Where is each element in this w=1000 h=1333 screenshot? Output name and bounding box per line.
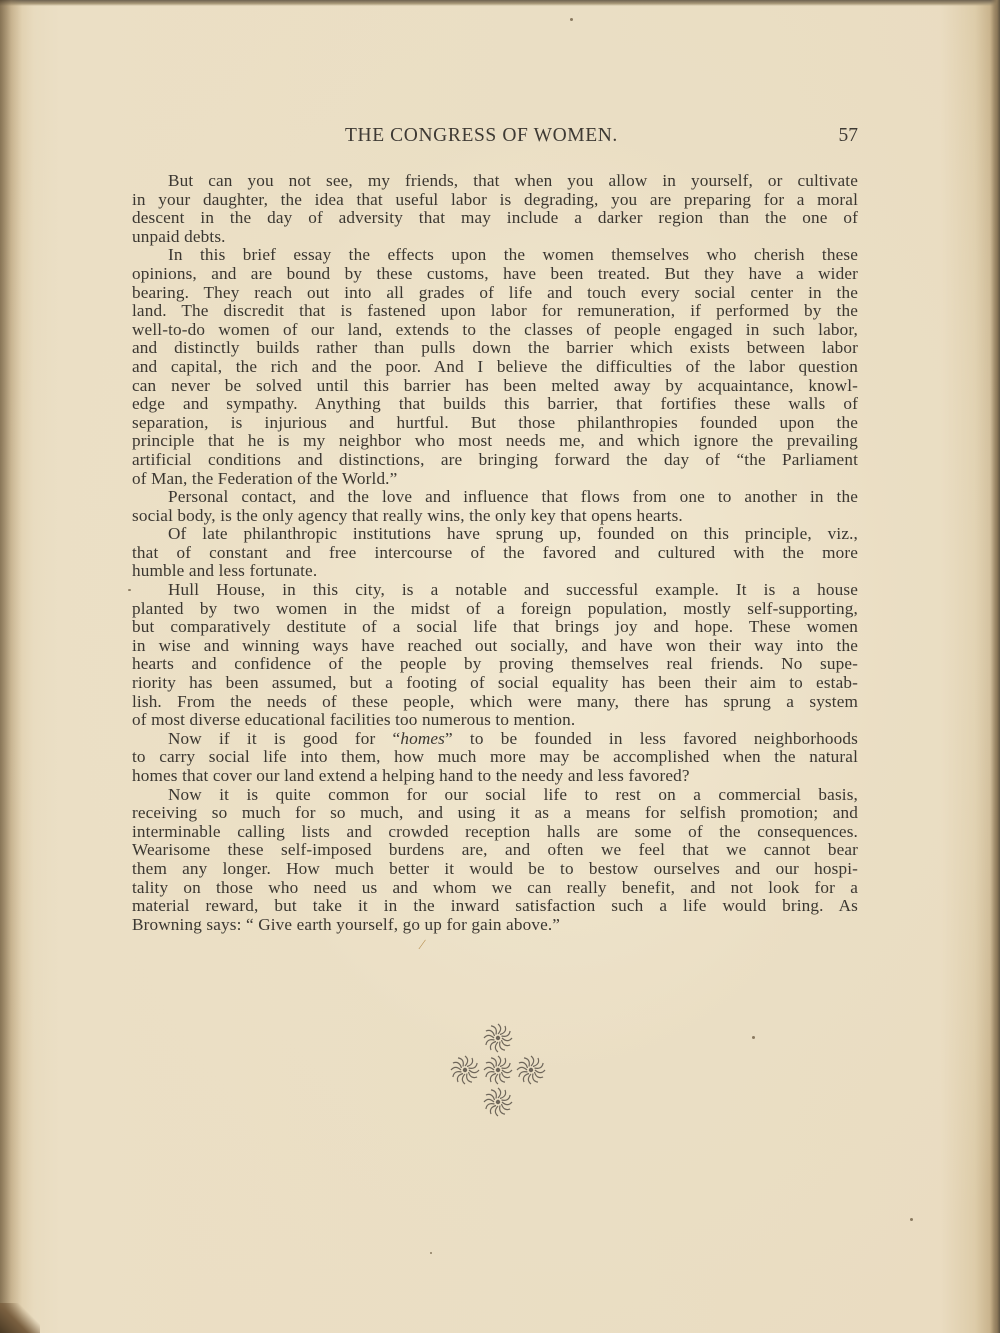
text-line: In this brief essay the effects upon the women themselves who cherish these xyxy=(168,245,858,265)
rosette-icon xyxy=(451,1056,479,1084)
text-line: separation, is injurious and hurtful. But those philanthropies founded upon the xyxy=(132,412,858,432)
pencil-tick-mark: ∕ xyxy=(421,938,424,953)
text-line: Browning says: “ Give earth yourself, go up for gain above.” xyxy=(132,914,561,934)
text-line: of Man, the Federation of the World.” xyxy=(132,468,398,488)
rosette-icon xyxy=(484,1088,512,1116)
ornament-svg xyxy=(448,1018,550,1122)
text-line: in your daughter, the idea that useful labor is degrading, you are preparing for a moral xyxy=(132,189,858,209)
text-line: Personal contact, and the love and influence that flows from one to another in the xyxy=(168,487,858,507)
text-line: descent in the day of adversity that may include a darker region than the one of xyxy=(132,208,858,228)
paper-speck xyxy=(752,1036,755,1039)
text-line: land. The discredit that is fastened upon labor for remuneration, if performed by the xyxy=(132,301,858,321)
text-line: riority has been assumed, but a footing of social equality has been their aim to estab- xyxy=(132,673,858,693)
text-line: interminable calling lists and crowded reception halls are some of the consequences. xyxy=(132,821,858,841)
text-line: But can you not see, my friends, that when you allow in yourself, or cultivate xyxy=(168,171,858,190)
text-line: principle that he is my neighbor who most needs me, and which ignore the prevailing xyxy=(132,431,858,451)
text-line: bearing. They reach out into all grades of life and touch every social center in the xyxy=(132,282,858,302)
paper-speck xyxy=(570,18,573,21)
text-line: planted by two women in the midst of a foreign population, mostly self-supporting, xyxy=(132,598,858,618)
rosette-icon xyxy=(484,1056,512,1084)
body-text xyxy=(132,172,858,934)
binding-gutter xyxy=(0,0,22,1333)
text-line: and capital, the rich and the poor. And I believe the difficulties of the labor question xyxy=(132,356,858,376)
page-right-edge xyxy=(990,0,1000,1333)
paper-speck xyxy=(430,1252,432,1254)
running-head xyxy=(132,125,858,149)
text-line: to carry social life into them, how much more may be accomplished when the natural xyxy=(132,747,858,767)
text-line: lish. From the needs of these people, which were many, there has sprung a system xyxy=(132,691,858,711)
text-line: and distinctly builds rather than pulls down the barrier which exists between labor xyxy=(132,338,858,358)
paper-speck xyxy=(910,1218,913,1221)
rosette-icon xyxy=(517,1056,545,1084)
text-line: tality on those who need us and whom we can really benefit, and not look for a xyxy=(132,877,858,897)
text-line: of most diverse educational facilities too numerous to mention. xyxy=(132,710,576,730)
homes-italic: homes xyxy=(400,728,446,748)
binding-corner xyxy=(0,1303,40,1333)
rosette-icon xyxy=(484,1024,512,1052)
homes-after: ” to be founded in less favored neighborhoods xyxy=(445,728,858,748)
text-line: Now it is quite common for our social life to rest on a commercial basis, xyxy=(168,784,858,804)
paper-speck xyxy=(128,589,131,591)
text-line: humble and less fortunate. xyxy=(132,561,318,581)
text-line: artificial conditions and distinctions, are bringing forward the day of “the Parliament xyxy=(132,449,858,469)
text-line: homes that cover our land extend a helping hand to the needy and less favored? xyxy=(132,766,690,785)
text-line: Wearisome these self-imposed burdens are, and often we feel that we cannot bear xyxy=(132,840,858,860)
text-line: that of constant and free intercourse of the favored and cultured with the more xyxy=(132,542,858,562)
text-line: but comparatively destitute of a social life that brings joy and hope. These women xyxy=(132,617,858,637)
text-line-homes xyxy=(132,730,858,749)
homes-before: Now if it is good for “ xyxy=(168,728,401,748)
text-line: can never be solved until this barrier has been melted away by acquaintance, knowl- xyxy=(132,375,858,395)
text-line: material reward, but take it in the inward satisfaction such a life would bring. As xyxy=(132,896,858,916)
running-title: THE CONGRESS OF WOMEN. xyxy=(345,125,618,146)
page-number: 57 xyxy=(838,125,858,146)
text-line: well-to-do women of our land, extends to the classes of people engaged in such labor, xyxy=(132,319,858,339)
text-line: opinions, and are bound by these customs, have been treated. But they have a wider xyxy=(132,263,858,283)
text-line: edge and sympathy. Anything that builds this barrier, that fortifies these walls of xyxy=(132,394,858,414)
text-line: them any longer. How much better it would be to bestow ourselves and our hospi- xyxy=(132,858,858,878)
text-line: receiving so much for so much, and using it as a means for selfish promotion; and xyxy=(132,803,858,823)
text-line: Of late philanthropic institutions have sprung up, founded on this principle, viz., xyxy=(168,524,858,544)
text-line: social body, is the only agency that really wins, the only key that opens hearts. xyxy=(132,505,683,525)
text-line: in wise and winning ways have reached out socially, and have won their way into the xyxy=(132,635,858,655)
floral-rosette-cluster-icon xyxy=(448,1018,550,1122)
text-line: hearts and confidence of the people by proving themselves real friends. No supe- xyxy=(132,654,858,674)
page-top-edge xyxy=(0,0,1000,6)
text-line: Hull House, in this city, is a notable and successful example. It is a house xyxy=(168,580,858,600)
text-line: unpaid debts. xyxy=(132,226,226,246)
